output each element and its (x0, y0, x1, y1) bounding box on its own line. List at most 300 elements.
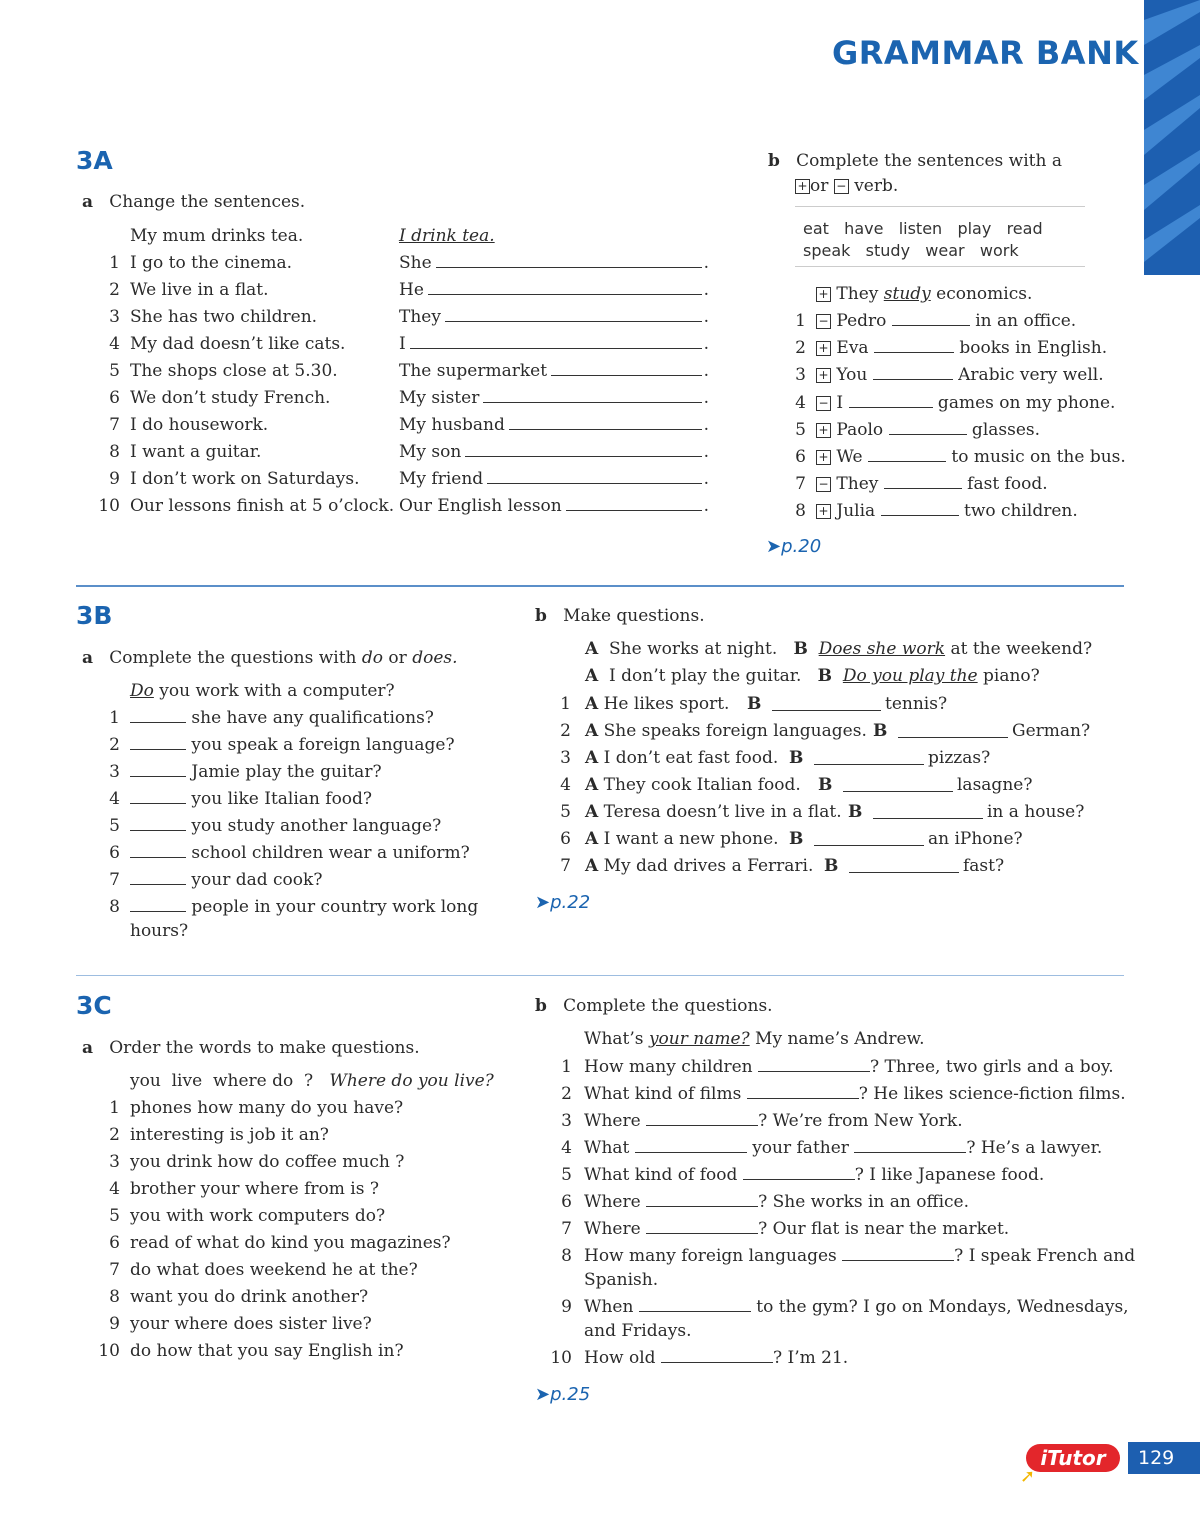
section-divider-1 (76, 585, 1124, 587)
answer-blank[interactable] (428, 280, 702, 295)
arrow-left-icon: ➤ (535, 1384, 551, 1405)
item-number: 1 (109, 1098, 120, 1118)
item-number: 2 (561, 1084, 572, 1104)
arrow-left-icon: ➤ (766, 536, 782, 557)
item-sentence (816, 393, 1115, 413)
page-ref-3c[interactable]: ➤p.25 (535, 1384, 591, 1405)
item-question (584, 1297, 1129, 1317)
item-start: What kind of food (584, 1165, 743, 1185)
item-start: How many foreign languages (584, 1246, 843, 1266)
speaker-b-mark: B (747, 694, 762, 714)
item-question (584, 1057, 1114, 1077)
section-3b-heading: 3B (76, 601, 113, 630)
item-question (130, 843, 470, 863)
item-text: people in your country work long (186, 897, 479, 917)
item-question (584, 1111, 963, 1131)
speaker-b-mark: B (848, 802, 863, 822)
speaker-a-mark: A (585, 856, 599, 876)
item-number: 1 (109, 708, 120, 728)
item-number: 4 (795, 392, 806, 413)
answer-blank[interactable] (436, 253, 702, 268)
answer-blank[interactable] (868, 447, 946, 462)
item-text: you like Italian food? (186, 789, 373, 809)
item-question (130, 735, 455, 755)
item-ending: in an office. (969, 311, 1077, 331)
item-ending: two children. (958, 501, 1078, 522)
item-question (584, 1192, 969, 1212)
item-number: 4 (109, 789, 120, 809)
item-number: 6 (561, 1192, 572, 1212)
item-statement (585, 802, 842, 822)
item-number: 9 (109, 469, 120, 489)
item-rewrite (399, 415, 709, 435)
item-question (584, 1165, 1044, 1185)
item-text: she have any qualifications? (186, 708, 434, 728)
plus-box-icon: + (816, 287, 831, 302)
item-rewrite (399, 388, 709, 408)
item-number: 5 (561, 1165, 572, 1185)
item-question (584, 1138, 1102, 1158)
item-ending: to music on the bus. (945, 447, 1126, 467)
answer-blank[interactable] (130, 816, 186, 831)
answer-blank[interactable] (551, 361, 702, 376)
answer-blank[interactable] (843, 777, 953, 792)
exercise-3c-a-instruction: a Order the words to make questions. (82, 1038, 420, 1058)
item-number: 7 (795, 474, 806, 495)
item-number: 4 (109, 334, 120, 354)
item-ending: Arabic very well. (952, 365, 1104, 386)
item-sentence (816, 420, 1040, 440)
exercise-3a-b-instruction-line2: + or − verb. (795, 176, 898, 196)
item-ending: books in English. (953, 338, 1108, 359)
speaker-b-mark: B (789, 748, 804, 768)
answer-blank[interactable] (747, 1084, 859, 1099)
item-statement-text: He likes sport. (598, 694, 730, 714)
item-number: 5 (109, 1206, 120, 1226)
answer-blank[interactable] (445, 307, 702, 322)
item-sentence: We don’t study French. (130, 388, 331, 408)
item-start: Where (584, 1111, 647, 1131)
item-statement (585, 721, 867, 741)
item-number: 7 (560, 856, 571, 876)
speaker-a-mark: A (585, 775, 599, 795)
item-ending: tennis? (885, 694, 948, 714)
answer-blank[interactable] (635, 1138, 747, 1153)
item-words: read of what do kind you magazines? (130, 1233, 451, 1253)
exercise-3b-a-instruction: a Complete the questions with do or does. (82, 648, 458, 668)
item-number: 3 (560, 748, 571, 768)
item-number: 3 (109, 307, 120, 327)
item-subject: My son (399, 442, 462, 462)
item-sentence (816, 365, 1104, 385)
item-subject: Paolo (831, 419, 889, 440)
cursor-arrow-icon: ➚ (1020, 1466, 1036, 1487)
item-number: 5 (560, 802, 571, 822)
itutor-logo-text: iTutor (1040, 1446, 1106, 1470)
item-subject: My sister (399, 388, 480, 408)
answer-blank[interactable] (639, 1297, 751, 1312)
item-subject: She (399, 253, 432, 273)
item-number: 10 (550, 1348, 572, 1368)
item-number: 1 (561, 1057, 572, 1077)
item-question (584, 1246, 1135, 1266)
item-text-continued: hours? (130, 921, 189, 941)
item-words: want you do drink another? (130, 1287, 369, 1307)
item-sentence (816, 311, 1076, 331)
item-statement-text: I want a new phone. (598, 829, 779, 849)
exercise-3b-b-example-2: A I don’t play the guitar. B Do you play the piano? (585, 666, 1040, 686)
item-text: you study another language? (186, 816, 442, 836)
item-number: 3 (795, 365, 806, 386)
item-number: 5 (795, 419, 806, 440)
item-text-continued: and Fridays. (584, 1321, 692, 1341)
section-3a-heading: 3A (76, 146, 113, 175)
answer-blank[interactable] (889, 420, 967, 435)
item-ending: to the gym? I go on Mondays, Wednesdays, (750, 1297, 1129, 1317)
item-number: 7 (561, 1219, 572, 1239)
item-ending: fast food. (961, 474, 1048, 495)
item-statement (585, 775, 801, 795)
item-question (584, 1084, 1126, 1104)
item-statement (585, 748, 778, 768)
exercise-3c-b-instruction: b Complete the questions. (535, 996, 773, 1016)
answer-blank[interactable] (130, 870, 186, 885)
full-stop: . (703, 388, 709, 408)
item-ending: ? I speak French and (954, 1246, 1136, 1266)
item-ending: ? He likes science-fiction films. (858, 1084, 1126, 1104)
page-ref-3a[interactable]: ➤p.20 (766, 536, 822, 557)
page-number: 129 (1128, 1442, 1200, 1474)
plus-box-icon: + (816, 341, 831, 356)
answer-blank[interactable] (892, 311, 970, 326)
item-number: 8 (109, 1287, 120, 1307)
item-ending: ? She works in an office. (758, 1192, 970, 1212)
answer-blank[interactable] (873, 365, 953, 380)
item-words: you drink how do coffee much ? (130, 1152, 405, 1172)
answer-blank[interactable] (130, 735, 186, 750)
item-number: 6 (109, 388, 120, 408)
item-text: your dad cook? (186, 870, 323, 890)
speaker-b-mark: B (873, 721, 888, 741)
item-ending: pizzas? (928, 748, 991, 768)
item-number: 4 (109, 1179, 120, 1199)
item-ending: German? (1012, 721, 1091, 741)
item-start: What (584, 1138, 635, 1158)
answer-blank[interactable] (130, 897, 186, 912)
item-rewrite (399, 469, 709, 489)
minus-box-icon: − (816, 477, 831, 492)
item-statement (585, 694, 729, 714)
item-sentence (816, 447, 1126, 467)
page-ref-3b[interactable]: ➤p.22 (535, 892, 591, 913)
item-number: 2 (560, 721, 571, 741)
item-question (130, 789, 372, 809)
item-ending: glasses. (966, 419, 1041, 440)
answer-blank[interactable] (509, 415, 702, 430)
answer-blank[interactable] (646, 1192, 758, 1207)
full-stop: . (703, 469, 709, 489)
item-ending: games on my phone. (932, 392, 1116, 413)
wordbox-bottom-rule (795, 266, 1085, 267)
item-ending: ? He’s a lawyer. (966, 1138, 1103, 1158)
item-subject: You (831, 365, 873, 386)
item-number: 6 (795, 447, 806, 467)
speaker-a-mark: A (585, 721, 599, 741)
answer-blank[interactable] (772, 696, 881, 711)
exercise-3a-b-example: + They study economics. (816, 284, 1032, 304)
item-number: 3 (109, 762, 120, 782)
item-statement-text: My dad drives a Ferrari. (598, 856, 814, 876)
item-subject: We (831, 447, 868, 467)
full-stop: . (703, 334, 709, 354)
plus-box-icon: + (816, 423, 831, 438)
item-number: 3 (561, 1111, 572, 1131)
item-words: phones how many do you have? (130, 1098, 404, 1118)
item-sentence: I want a guitar. (130, 442, 262, 462)
item-number: 6 (560, 829, 571, 849)
exercise-3a-a-instruction: a Change the sentences. (82, 192, 306, 212)
item-subject: My friend (399, 469, 484, 489)
item-subject: Eva (831, 338, 874, 359)
item-statement (585, 856, 813, 876)
exercise-3b-a-example: Do you work with a computer? (130, 681, 395, 701)
item-number: 8 (109, 897, 120, 917)
answer-blank[interactable] (743, 1165, 855, 1180)
exercise-3a-a-example-right: I drink tea. (399, 226, 495, 246)
item-start: How old (584, 1348, 661, 1368)
item-start: Where (584, 1219, 647, 1239)
item-ending: an iPhone? (928, 829, 1023, 849)
item-number: 3 (109, 1152, 120, 1172)
item-sentence: I do housework. (130, 415, 269, 435)
answer-blank[interactable] (661, 1348, 773, 1363)
item-start: How many children (584, 1057, 758, 1077)
answer-blank[interactable] (814, 831, 924, 846)
item-question (130, 897, 478, 917)
item-number: 7 (109, 1260, 120, 1280)
item-question (130, 870, 322, 890)
item-subject: They (831, 474, 884, 495)
answer-blank[interactable] (873, 804, 983, 819)
item-question (584, 1348, 848, 1368)
item-number: 1 (560, 694, 571, 714)
full-stop: . (703, 307, 709, 327)
wordbox-top-rule (795, 206, 1085, 207)
item-number: 6 (109, 843, 120, 863)
item-subject: My husband (399, 415, 505, 435)
item-statement-text: I don’t eat fast food. (598, 748, 779, 768)
item-subject: I (831, 392, 849, 413)
item-text-continued: Spanish. (584, 1270, 659, 1290)
item-words: interesting is job it an? (130, 1125, 329, 1145)
speaker-a-mark: A (585, 802, 599, 822)
corner-stripes-decoration (1140, 0, 1200, 275)
item-sentence: My dad doesn’t like cats. (130, 334, 346, 354)
speaker-a-mark: A (585, 694, 599, 714)
answer-blank[interactable] (646, 1111, 758, 1126)
item-sentence: Our lessons finish at 5 o’clock. (130, 496, 395, 516)
item-words: brother your where from is ? (130, 1179, 379, 1199)
full-stop: . (703, 496, 709, 516)
item-subject: Our English lesson (399, 496, 562, 516)
exercise-3c-a-example: you live where do ? Where do you live? (130, 1071, 494, 1091)
item-subject: Julia (831, 501, 881, 522)
item-ending: ? Our flat is near the market. (758, 1219, 1010, 1239)
item-sentence: I go to the cinema. (130, 253, 292, 273)
item-words: you with work computers do? (130, 1206, 386, 1226)
item-sentence: She has two children. (130, 307, 318, 327)
plus-box-icon: + (816, 504, 831, 519)
itutor-logo (1026, 1444, 1120, 1472)
speaker-b-mark: B (824, 856, 839, 876)
item-rewrite (399, 496, 709, 516)
item-start: What kind of films (584, 1084, 747, 1104)
item-subject: They (399, 307, 441, 327)
section-3c-heading: 3C (76, 991, 112, 1020)
item-text: Jamie play the guitar? (186, 762, 382, 782)
answer-blank[interactable] (849, 858, 959, 873)
item-rewrite (399, 280, 709, 300)
item-ending: in a house? (987, 802, 1085, 822)
page-title: GRAMMAR BANK (832, 34, 1139, 72)
full-stop: . (703, 415, 709, 435)
item-number: 2 (109, 1125, 120, 1145)
minus-box-icon: − (816, 314, 831, 329)
item-statement-text: They cook Italian food. (598, 775, 801, 795)
arrow-left-icon: ➤ (535, 892, 551, 913)
item-number: 8 (109, 442, 120, 462)
answer-blank[interactable] (483, 388, 701, 403)
answer-blank[interactable] (465, 442, 701, 457)
answer-blank[interactable] (842, 1246, 954, 1261)
exercise-3b-b-instruction: b Make questions. (535, 606, 705, 626)
item-number: 9 (561, 1297, 572, 1317)
answer-blank[interactable] (814, 750, 924, 765)
item-sentence (816, 501, 1078, 521)
exercise-3a-a-example-left: My mum drinks tea. (130, 226, 304, 246)
item-start: Where (584, 1192, 647, 1212)
item-ending: ? I like Japanese food. (854, 1165, 1045, 1185)
item-number: 10 (98, 1341, 120, 1361)
answer-blank[interactable] (410, 334, 702, 349)
full-stop: . (703, 280, 709, 300)
item-subject: He (399, 280, 424, 300)
answer-blank[interactable] (130, 762, 186, 777)
item-question (130, 816, 441, 836)
plus-box-icon: + (816, 368, 831, 383)
wordbox-line-2: speak study wear work (803, 241, 1019, 260)
item-number: 5 (109, 361, 120, 381)
item-sentence: We live in a flat. (130, 280, 269, 300)
item-number: 4 (560, 775, 571, 795)
answer-blank[interactable] (881, 501, 959, 516)
item-question (584, 1219, 1009, 1239)
exercise-3c-b-example: What’s your name? My name’s Andrew. (584, 1029, 925, 1049)
plus-box-icon: + (795, 179, 810, 194)
item-statement-text: She speaks foreign languages. (598, 721, 867, 741)
full-stop: . (703, 253, 709, 273)
item-number: 8 (561, 1246, 572, 1266)
item-subject: Pedro (831, 311, 892, 331)
speaker-a-mark: A (585, 748, 599, 768)
answer-blank[interactable] (130, 789, 186, 804)
item-number: 7 (109, 870, 120, 890)
item-statement-text: Teresa doesn’t live in a flat. (598, 802, 842, 822)
item-start: When (584, 1297, 639, 1317)
item-words: do how that you say English in? (130, 1341, 404, 1361)
item-rewrite (399, 253, 709, 273)
item-ending: ? Three, two girls and a boy. (870, 1057, 1114, 1077)
answer-blank[interactable] (758, 1057, 870, 1072)
item-sentence: I don’t work on Saturdays. (130, 469, 360, 489)
item-number: 2 (109, 735, 120, 755)
exercise-3a-b-instruction: b Complete the sentences with a (768, 151, 1062, 171)
item-number: 7 (109, 415, 120, 435)
answer-blank[interactable] (874, 338, 954, 353)
item-sentence: The shops close at 5.30. (130, 361, 338, 381)
item-ending: ? We’re from New York. (758, 1111, 963, 1131)
item-rewrite (399, 442, 709, 462)
item-number: 2 (109, 280, 120, 300)
item-ending: ? I’m 21. (772, 1348, 849, 1368)
speaker-b-mark: B (789, 829, 804, 849)
item-number: 2 (795, 338, 806, 359)
item-middle: your father (746, 1138, 855, 1158)
full-stop: . (703, 361, 709, 381)
item-rewrite (399, 361, 709, 381)
wordbox-line-1: eat have listen play read (803, 219, 1043, 238)
item-rewrite (399, 307, 709, 327)
answer-blank[interactable] (130, 708, 186, 723)
minus-box-icon: − (834, 179, 849, 194)
item-number: 1 (795, 311, 806, 331)
item-sentence (816, 338, 1107, 358)
item-number: 6 (109, 1233, 120, 1253)
answer-blank[interactable] (646, 1219, 758, 1234)
item-number: 10 (98, 496, 120, 516)
item-words: do what does weekend he at the? (130, 1260, 418, 1280)
answer-blank[interactable] (884, 474, 962, 489)
item-number: 9 (109, 1314, 120, 1334)
answer-blank[interactable] (854, 1138, 966, 1153)
answer-blank[interactable] (898, 723, 1008, 738)
item-ending: lasagne? (957, 775, 1033, 795)
item-text: you speak a foreign language? (186, 735, 455, 755)
item-text: school children wear a uniform? (186, 843, 470, 863)
answer-blank[interactable] (130, 843, 186, 858)
item-number: 4 (561, 1138, 572, 1158)
answer-blank[interactable] (849, 393, 933, 408)
speaker-b-mark: B (818, 775, 833, 795)
minus-box-icon: − (816, 396, 831, 411)
answer-blank[interactable] (566, 496, 702, 511)
item-number: 8 (795, 501, 806, 522)
speaker-a-mark: A (585, 829, 599, 849)
item-words: your where does sister live? (130, 1314, 372, 1334)
item-number: 5 (109, 816, 120, 836)
section-divider-2 (76, 975, 1124, 976)
full-stop: . (703, 442, 709, 462)
answer-blank[interactable] (487, 469, 701, 484)
item-statement (585, 829, 779, 849)
item-question (130, 708, 434, 728)
item-subject: The supermarket (399, 361, 548, 381)
item-rewrite (399, 334, 709, 354)
exercise-3b-b-example-1: A She works at night. B Does she work at the weekend? (585, 639, 1093, 659)
item-question (130, 762, 382, 782)
item-ending: fast? (963, 856, 1005, 876)
item-sentence (816, 474, 1048, 494)
